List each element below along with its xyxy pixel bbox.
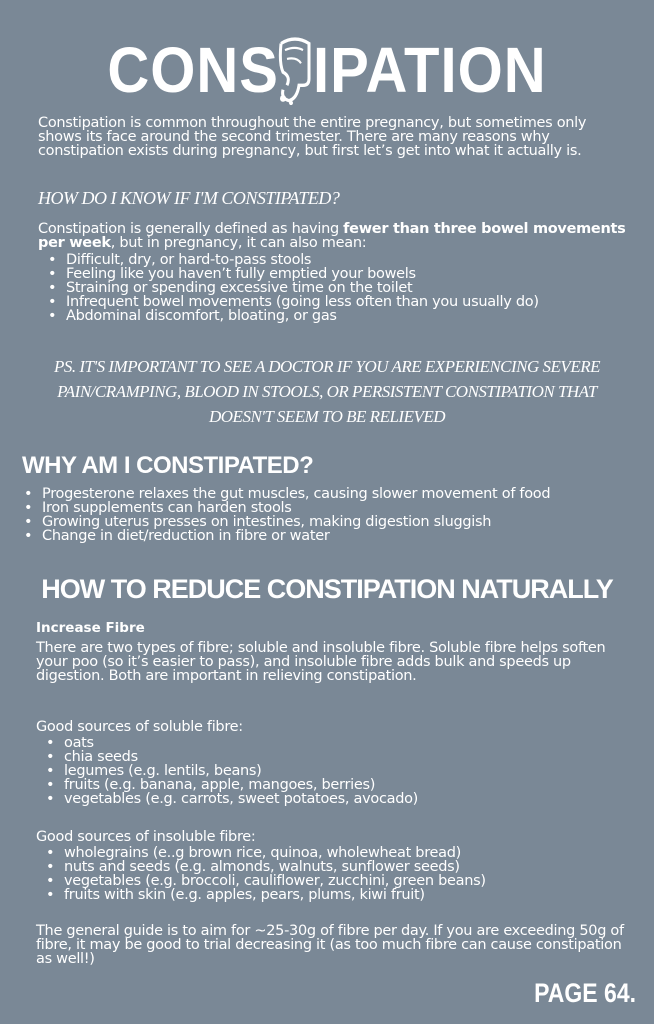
guide-paragraph: The general guide is to aim for ~25-30g of fibre per day. If you are exceeding 50g of fibre, it may be good to trial decreasing it (as too much fibre can cause constipation as well!): [36, 923, 624, 967]
list-item: • fruits (e.g. banana, apple, mangoes, berries): [64, 778, 634, 792]
subheading-increase-fibre: Increase Fibre: [36, 620, 145, 636]
list-item: • chia seeds: [64, 750, 634, 764]
list-item: • Feeling like you haven’t fully emptied your bowels: [66, 267, 636, 281]
intro-paragraph: Constipation is common throughout the entire pregnancy, but sometimes only shows its face around the second trimester. There are many reasons why constipation exists during pregnancy, but first let’s get into what it actually is.: [38, 115, 587, 159]
soluble-label: Good sources of soluble fibre:: [36, 719, 243, 735]
fibre-intro-paragraph: There are two types of fibre; soluble and insoluble fibre. Soluble fibre helps soften your poo (so it’s easier to pass), and insoluble fibre adds bulk and speeds up digestion. Both are important in relieving constipation.: [36, 640, 606, 684]
list-item: • vegetables (e.g. broccoli, cauliflower, zucchini, green beans): [64, 874, 634, 888]
page-number: PAGE 64.: [534, 977, 636, 1008]
section-heading-reduce: HOW TO REDUCE CONSTIPATION NATURALLY: [41, 574, 613, 604]
definition-post: , but in pregnancy, it can also mean:: [110, 235, 367, 251]
list-item: • vegetables (e.g. carrots, sweet potatoes, avocado): [64, 792, 634, 806]
insoluble-label: Good sources of insoluble fibre:: [36, 829, 256, 845]
title-left: CONS: [107, 34, 279, 107]
list-item: • Iron supplements can harden stools: [42, 501, 642, 515]
definition-pre: Constipation is generally defined as having: [38, 221, 344, 237]
title-right: IPATION: [312, 34, 547, 107]
list-item: • Abdominal discomfort, bloating, or gas: [66, 309, 636, 323]
list-item: • nuts and seeds (e.g. almonds, walnuts, sunflower seeds): [64, 860, 634, 874]
list-item: • wholegrains (e..g brown rice, quinoa, wholewheat bread): [64, 846, 634, 860]
symptom-list: [66, 253, 636, 323]
list-item: • oats: [64, 736, 634, 750]
list-item: • legumes (e.g. lentils, beans): [64, 764, 634, 778]
ps-note: PS. IT'S IMPORTANT TO SEE A DOCTOR IF YOU ARE EXPERIENCING SEVERE PAIN/CRAMPING, BLOOD IN STOOLS, OR PERSISTENT CONSTIPATION THAT DOESN'T SEEM TO BE RELIEVED: [54, 357, 600, 426]
section-heading-know: HOW DO I KNOW IF I'M CONSTIPATED?: [38, 188, 340, 208]
list-item: • Infrequent bowel movements (going less often than you usually do): [66, 295, 636, 309]
definition-bold: fewer than three bowel movements per week: [38, 221, 626, 251]
list-item: • Change in diet/reduction in fibre or water: [42, 529, 642, 543]
list-item: • Difficult, dry, or hard-to-pass stools: [66, 253, 636, 267]
list-item: • Straining or spending excessive time on the toilet: [66, 281, 636, 295]
section-heading-why: WHY AM I CONSTIPATED?: [22, 452, 314, 479]
list-item: • fruits with skin (e.g. apples, pears, plums, kiwi fruit): [64, 888, 634, 902]
soluble-list: [64, 736, 634, 806]
cause-list: [42, 487, 642, 543]
insoluble-list: [64, 846, 634, 902]
definition-paragraph: [38, 222, 628, 250]
list-item: • Progesterone relaxes the gut muscles, causing slower movement of food: [42, 487, 642, 501]
list-item: • Growing uterus presses on intestines, making digestion sluggish: [42, 515, 642, 529]
page-title: [0, 33, 654, 110]
